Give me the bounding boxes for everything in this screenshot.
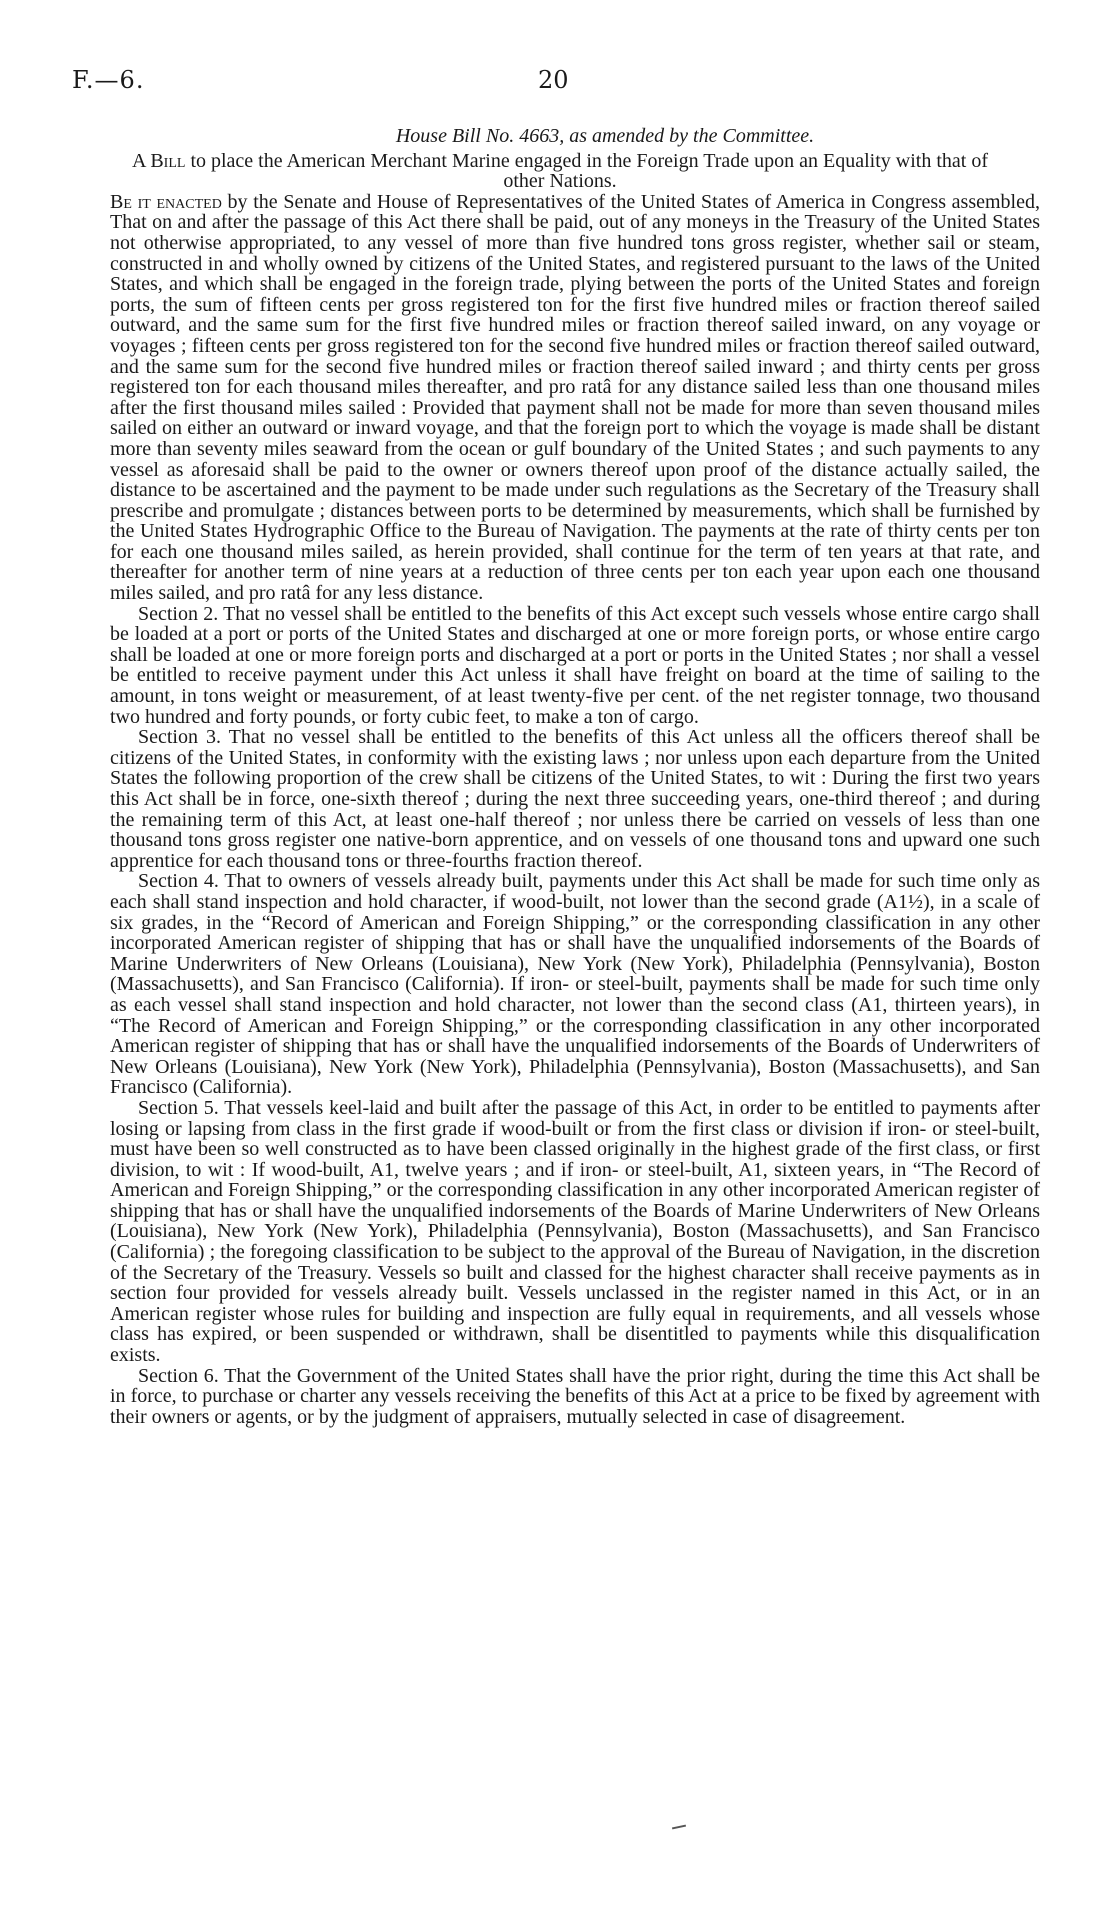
page-reference: F.—6. xyxy=(72,66,145,94)
paragraph-text: by the Senate and House of Representatives of the United States of America in Congress assembled, That on and after the passage of this Act there shall be paid, out of any moneys in the Treasury of the United States not otherwise appropriated, to any vessel of more than five hundred tons gross register, whether sail or steam, constructed in and wholly owned by citizens of the United States, and registered pursuant to the laws of the United States, and which shall be engaged in the foreign trade, plying between the ports of the United States and foreign ports, the sum of fifteen cents per gross registered ton for the first five hundred miles or fraction thereof sailed outward, and the same sum for the first five hundred miles or fraction thereof sailed inward, on any voyage or voyages ; fifteen cents per gross registered ton for the second five hundred miles or fraction thereof sailed outward, and the same sum for the second five hundred miles or fraction thereof sailed inward ; and thirty cents per gross registered ton for each thousand miles thereafter, and pro ratâ for any distance sailed less than one thousand miles after the first thousand miles sailed : Provided that payment shall not be made for more than seven thousand miles sailed on either an outward or inward voyage, and that the foreign port to which the voyage is made shall be distant more than seventy miles seaward from the ocean or gulf boundary of the United States ; and such payments to any vessel as aforesaid shall be paid to the owner or owners thereof upon proof of the distance actually sailed, the distance to be ascertained and the payment to be made under such regulations as the Secretary of the Treasury shall prescribe and promulgate ; distances between ports to be determined by measurements, which shall be furnished by the United States Hydrographic Office to the Bureau of Navigation. The payments at the rate of thirty cents per ton for each one thousand miles sailed, as herein provided, shall continue for the term of ten years at that rate, and thereafter for another term of nine years at a reduction of three cents per ton each year upon each one thousand miles sailed, and pro ratâ for any less distance. xyxy=(110,190,1040,605)
enacting-lead: Be it enacted xyxy=(110,190,222,213)
bill-subtitle: House Bill No. 4663, as amended by the Committee. xyxy=(395,125,815,147)
bill-title xyxy=(110,151,1040,192)
bill-text xyxy=(110,126,1040,1427)
bill-title-rest: to place the American Merchant Marine engaged in the Foreign Trade upon an Equality with that of other Nations. xyxy=(185,149,988,193)
page-number: 20 xyxy=(538,66,569,94)
section-6-paragraph: Section 6. That the Government of the United States shall have the prior right, during the time this Act shall be in force, to purchase or charter any vessels receiving the benefits of this Act at a price to be fixed by agreement with their owners or agents, or by the judgment of appraisers, mutually selected in case of disagreement. xyxy=(110,1364,1040,1428)
enacting-paragraph xyxy=(110,192,1040,604)
section-4-paragraph: Section 4. That to owners of vessels already built, payments under this Act shall be made for such time only as each shall stand inspection and hold character, if wood-built, not lower than the second grade (A1½), in a scale of six grades, in the “Record of American and Foreign Shipping,” or the corresponding classification in any other incorporated American register of shipping that has or shall have the unqualified indorsements of the Boards of Marine Underwriters of New Orleans (Louisiana), New York (New York), Philadelphia (Pennsylvania), Boston (Massachusetts), and San Francisco (California). If iron- or steel-built, payments shall be made for such time only as each vessel shall stand inspection and hold character, not lower than the second class (A1, thirteen years), in “The Record of American and Foreign Shipping,” or the corresponding classification in any other incorporated American register of shipping that has or shall have the unqualified indorsements of the Boards of Underwriters of New Orleans (Louisiana), New York (New York), Philadelphia (Pennsylvania), Boston (Massachusetts), and San Francisco (California). xyxy=(110,870,1040,1099)
section-3-paragraph: Section 3. That no vessel shall be entitled to the benefits of this Act unless all the officers thereof shall be citizens of the United States, in conformity with the existing laws ; nor unless upon each departure from the United States the following proportion of the crew shall be citizens of the United States, to wit : During the first two years this Act shall be in force, one-sixth thereof ; during the next three succeeding years, one-third thereof ; and during the remaining term of this Act, at least one-half thereof ; nor unless there be carried on vessels of less than one thousand tons gross register one native-born apprentice, and on vessels of one thousand tons and upward one such apprentice for each thousand tons or three-fourths fraction thereof. xyxy=(110,726,1040,872)
bill-title-lead: A Bill xyxy=(131,149,186,172)
section-2-paragraph: Section 2. That no vessel shall be entitled to the benefits of this Act except such vessels whose entire cargo shall be loaded at a port or ports of the United States and discharged at one or more foreign ports, or whose entire cargo shall be loaded at one or more foreign ports and discharged at a port or ports in the United States ; nor shall a vessel be entitled to receive payment under this Act unless it shall have freight on board at the time of sailing to the amount, in tons weight or measurement, of at least twenty-five per cent. of the net register tonnage, two thousand two hundred and forty pounds, or forty cubic feet, to make a ton of cargo. xyxy=(110,602,1040,728)
section-5-paragraph: Section 5. That vessels keel-laid and built after the passage of this Act, in order to be entitled to payments after losing or lapsing from class in the first grade if wood-built or from the first class or division if iron- or steel-built, must have been so well constructed as to have been classed originally in the highest grade of the first class, or first division, to wit : If wood-built, A1, twelve years ; and if iron- or steel-built, A1, sixteen years, in “The Record of American and Foreign Shipping,” or the corresponding classification in any other incorporated American register of shipping that has or shall have the unqualified indorsements of the Boards of Marine Underwriters of New Orleans (Louisiana), New York (New York), Philadelphia (Pennsylvania), Boston (Massachusetts), and San Francisco (California) ; the foregoing classification to be subject to the approval of the Bureau of Navigation, in the discretion of the Secretary of the Treasury. Vessels so built and classed for the highest character shall receive payments as in section four provided for vessels already built. Vessels unclassed in the register named in this Act, or in an American register whose rules for building and inspection are fully equal in requirements, and all vessels whose class has expired, or been suspended or withdrawn, shall be disentitled to payments while this disqualification exists. xyxy=(110,1096,1040,1367)
stray-mark xyxy=(672,1825,686,1830)
